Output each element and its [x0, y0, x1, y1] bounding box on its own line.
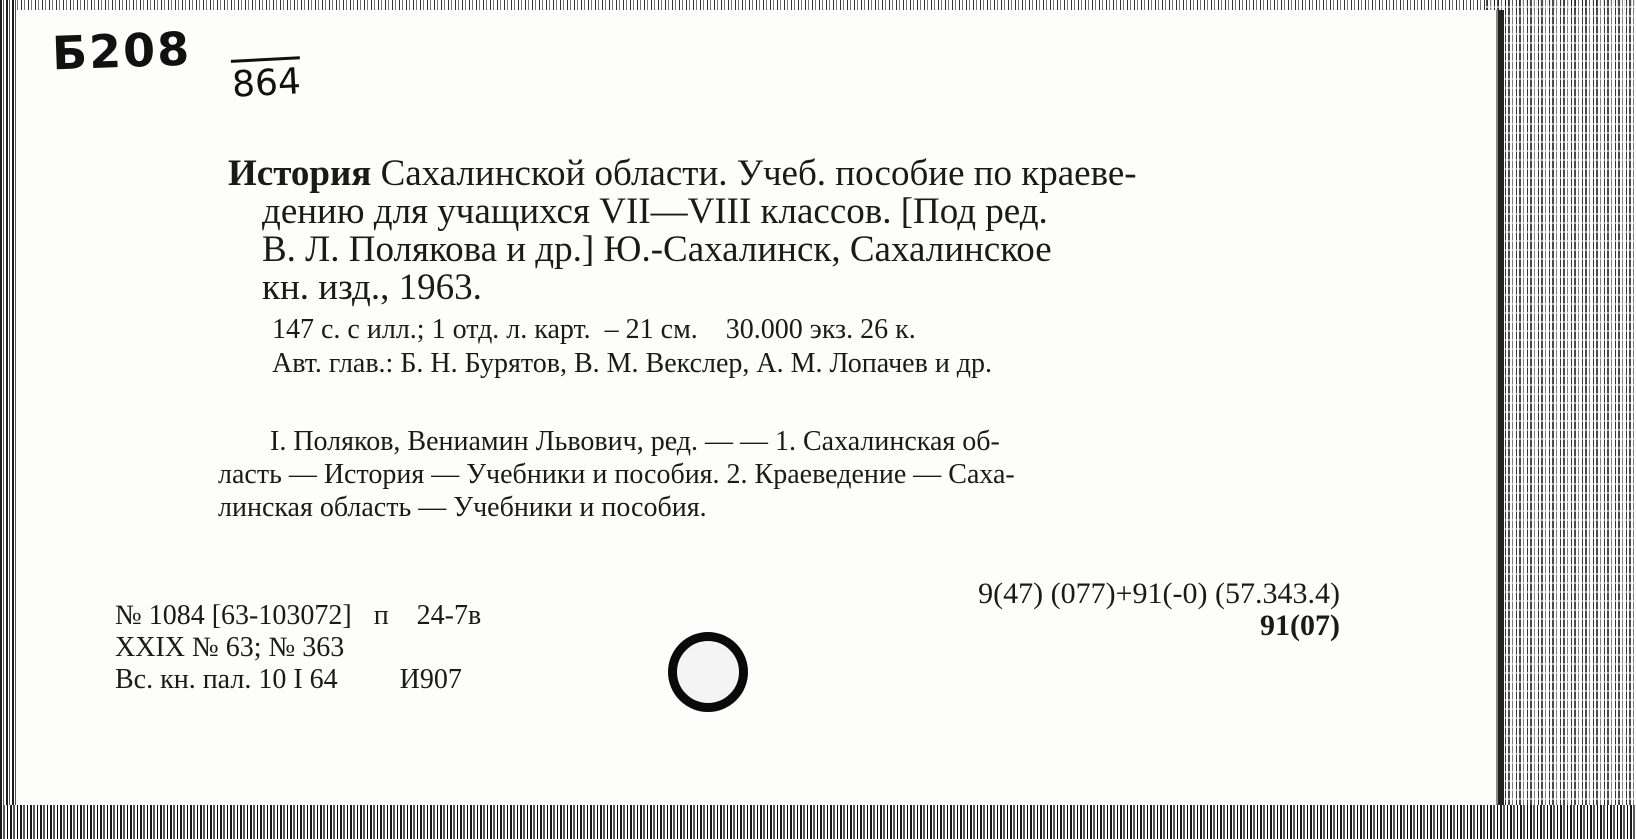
physical-line-1: 147 с. с илл.; 1 отд. л. карт. – 21 см. 30.000 экз. 26 к. — [272, 314, 916, 345]
scan-edge-top — [0, 0, 1636, 10]
authors-line: Авт. глав.: Б. Н. Бурятов, В. М. Векслер, А. М. Лопачев и др. — [272, 348, 993, 379]
description-line-3: В. Л. Полякова и др.] Ю.-Сахалинск, Сахалинское — [262, 229, 1052, 270]
description-line-1 — [228, 155, 1348, 193]
order-code: И907 — [399, 664, 462, 695]
classification-line-2: 91(07) — [1260, 609, 1340, 642]
record-letter: п — [373, 600, 389, 631]
record-line-2: XXIX № 63; № 363 — [115, 632, 345, 663]
call-number-sub: 864 — [231, 56, 302, 106]
bibliographic-description — [228, 155, 1348, 307]
record-line-3 — [115, 664, 635, 696]
record-code: 24-7в — [416, 600, 482, 631]
tracings — [218, 425, 1338, 524]
title-rest: Сахалинской области. Учеб. пособие по краеве- — [371, 153, 1137, 194]
scan-edge-right-mask — [1486, 0, 1636, 839]
call-number-handwritten: Б208 — [51, 21, 192, 81]
tracings-line-3: линская область — Учебники и пособия. — [218, 492, 707, 523]
physical-description — [272, 313, 1342, 381]
classification-line-1: 9(47) (077)+91(-0) (57.343.4) — [978, 577, 1340, 610]
scan-edge-left — [0, 0, 16, 839]
description-line-2: дению для учащихся VII—VIII классов. [Под ред. — [262, 191, 1048, 232]
tracings-line-1: I. Поляков, Вениамин Львович, ред. — — 1. Сахалинская об- — [270, 426, 1000, 457]
record-number: № 1084 [63-103072] — [115, 600, 352, 631]
scan-edge-bottom — [0, 805, 1636, 839]
record-numbers — [115, 600, 635, 696]
description-line-4: кн. изд., 1963. — [262, 267, 482, 308]
tracings-line-2: ласть — История — Учебники и пособия. 2. Краеведение — Саха- — [218, 459, 1015, 490]
chamber-date: Вс. кн. пал. 10 I 64 — [115, 664, 338, 695]
classification-indices — [580, 578, 1340, 642]
record-line-1 — [115, 600, 635, 632]
title-heading: История — [228, 153, 372, 194]
punch-hole — [668, 632, 748, 712]
